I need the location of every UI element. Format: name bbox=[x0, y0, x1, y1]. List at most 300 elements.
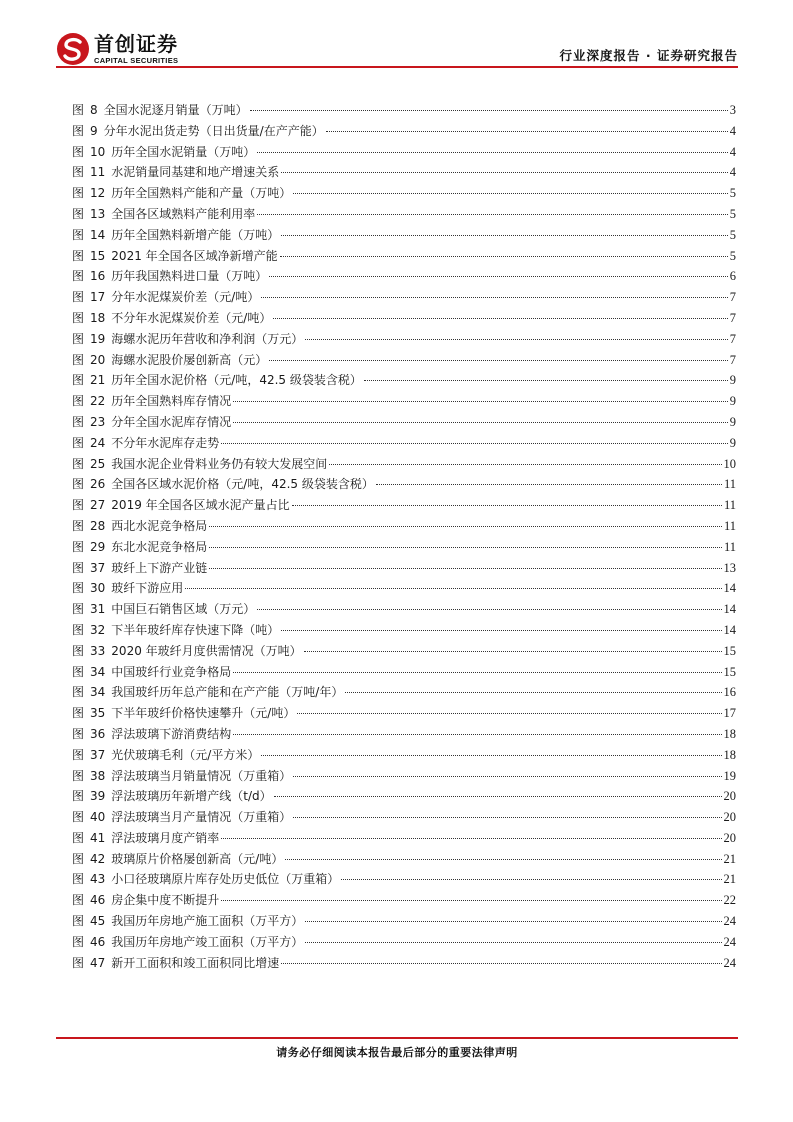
toc-entry-label bbox=[72, 163, 279, 180]
toc-entry-page-number: 14 bbox=[723, 581, 736, 596]
toc-entry-prefix: 图 bbox=[72, 934, 85, 949]
toc-entry-prefix: 图 bbox=[72, 477, 85, 492]
toc-entry-page-number: 21 bbox=[723, 872, 736, 887]
toc-dot-leader bbox=[221, 838, 721, 839]
toc-entry-number: 31 bbox=[90, 602, 106, 617]
toc-entry-number: 10 bbox=[90, 144, 106, 159]
toc-entry[interactable] bbox=[72, 184, 736, 205]
toc-entry[interactable] bbox=[72, 621, 736, 642]
toc-entry-page-number: 7 bbox=[729, 290, 736, 305]
toc-entry-prefix: 图 bbox=[72, 789, 85, 804]
toc-entry-prefix: 图 bbox=[72, 248, 85, 263]
toc-entry-prefix: 图 bbox=[72, 914, 85, 929]
toc-entry-label bbox=[72, 330, 303, 347]
toc-entry-page-number: 10 bbox=[723, 456, 736, 471]
toc-entry-label bbox=[72, 184, 291, 201]
toc-entry-label bbox=[72, 746, 259, 763]
toc-entry-title: 我国历年房地产施工面积（万平方） bbox=[111, 914, 304, 929]
toc-entry-prefix: 图 bbox=[72, 747, 85, 762]
toc-entry[interactable] bbox=[72, 455, 736, 476]
toc-entry-title: 浮法玻璃月度产销率 bbox=[111, 830, 220, 845]
toc-entry-prefix: 图 bbox=[72, 622, 85, 637]
toc-entry-number: 17 bbox=[90, 290, 106, 305]
toc-entry-title: 历年全国熟料库存情况 bbox=[111, 394, 232, 409]
toc-entry-title: 全国各区域熟料产能利用率 bbox=[111, 206, 256, 221]
toc-entry-number: 16 bbox=[90, 269, 106, 284]
toc-entry-label bbox=[72, 912, 303, 929]
toc-entry-number: 22 bbox=[90, 394, 106, 409]
toc-entry[interactable] bbox=[72, 683, 736, 704]
toc-entry[interactable] bbox=[72, 808, 736, 829]
toc-dot-leader bbox=[233, 734, 721, 735]
toc-entry-title: 海螺水泥历年营收和净利润（万元） bbox=[111, 331, 304, 346]
toc-entry-title: 历年全国熟料新增产能（万吨） bbox=[111, 227, 280, 242]
toc-dot-leader bbox=[345, 692, 721, 693]
toc-entry-label bbox=[72, 434, 219, 451]
toc-entry-label bbox=[72, 663, 231, 680]
toc-entry-label bbox=[72, 205, 255, 222]
toc-entry-prefix: 图 bbox=[72, 643, 85, 658]
toc-entry-page-number: 22 bbox=[723, 893, 736, 908]
toc-entry-number: 19 bbox=[90, 331, 106, 346]
toc-entry-label bbox=[72, 392, 231, 409]
toc-entry-page-number: 20 bbox=[723, 830, 736, 845]
toc-entry-label bbox=[72, 870, 339, 887]
toc-entry[interactable] bbox=[72, 538, 736, 559]
page-header bbox=[56, 28, 738, 68]
toc-entry-label bbox=[72, 351, 267, 368]
toc-entry-prefix: 图 bbox=[72, 560, 85, 575]
toc-entry-title: 玻璃原片价格屡创新高（元/吨） bbox=[111, 851, 284, 866]
toc-entry-number: 39 bbox=[90, 789, 106, 804]
toc-entry-label bbox=[72, 559, 207, 576]
toc-dot-leader bbox=[280, 256, 728, 257]
toc-entry-number: 25 bbox=[90, 456, 106, 471]
toc-entry-label bbox=[72, 538, 207, 555]
toc-entry-label bbox=[72, 787, 272, 804]
toc-entry-page-number: 9 bbox=[729, 394, 736, 409]
logo-wordmark bbox=[94, 31, 179, 65]
toc-entry-number: 32 bbox=[90, 622, 106, 637]
toc-entry-page-number: 5 bbox=[729, 227, 736, 242]
toc-entry-title: 浮法玻璃历年新增产线（t/d） bbox=[111, 789, 272, 804]
toc-dot-leader bbox=[209, 568, 721, 569]
toc-entry[interactable] bbox=[72, 205, 736, 226]
toc-entry-prefix: 图 bbox=[72, 498, 85, 513]
toc-entry-page-number: 20 bbox=[723, 810, 736, 825]
toc-entry-prefix: 图 bbox=[72, 227, 85, 242]
toc-entry[interactable] bbox=[72, 850, 736, 871]
toc-entry-prefix: 图 bbox=[72, 331, 85, 346]
toc-entry-page-number: 11 bbox=[723, 518, 736, 533]
header-divider bbox=[56, 66, 738, 68]
toc-entry-label bbox=[72, 475, 374, 492]
toc-entry[interactable] bbox=[72, 226, 736, 247]
toc-dot-leader bbox=[329, 464, 721, 465]
toc-entry-number: 11 bbox=[90, 165, 106, 180]
toc-entry[interactable] bbox=[72, 247, 736, 268]
toc-dot-leader bbox=[297, 713, 721, 714]
toc-entry-page-number: 13 bbox=[723, 560, 736, 575]
toc-entry-number: 12 bbox=[90, 186, 106, 201]
toc-entry-prefix: 图 bbox=[72, 664, 85, 679]
toc-entry-label bbox=[72, 579, 183, 596]
toc-entry-prefix: 图 bbox=[72, 851, 85, 866]
toc-entry-prefix: 图 bbox=[72, 290, 85, 305]
toc-entry-title: 中国玻纤行业竞争格局 bbox=[111, 664, 232, 679]
toc-entry-label bbox=[72, 891, 219, 908]
toc-entry-number: 40 bbox=[90, 810, 106, 825]
toc-entry[interactable] bbox=[72, 122, 736, 143]
toc-entry-page-number: 6 bbox=[729, 269, 736, 284]
toc-entry-page-number: 11 bbox=[723, 498, 736, 513]
toc-entry-title: 分年全国水泥库存情况 bbox=[111, 414, 232, 429]
toc-dot-leader bbox=[305, 339, 727, 340]
toc-entry[interactable] bbox=[72, 912, 736, 933]
toc-dot-leader bbox=[305, 942, 721, 943]
toc-entry-label bbox=[72, 122, 324, 139]
toc-entry-prefix: 图 bbox=[72, 830, 85, 845]
toc-entry[interactable] bbox=[72, 725, 736, 746]
logo-chinese-name: 首创证券 bbox=[94, 31, 178, 56]
toc-entry-number: 46 bbox=[90, 934, 106, 949]
toc-entry-number: 18 bbox=[90, 310, 106, 325]
toc-entry-title: 下半年玻纤价格快速攀升（元/吨） bbox=[111, 706, 296, 721]
toc-entry-title: 西北水泥竞争格局 bbox=[111, 518, 208, 533]
toc-entry-prefix: 图 bbox=[72, 373, 85, 388]
toc-entry-title: 2021 年全国各区域净新增产能 bbox=[111, 248, 278, 263]
toc-dot-leader bbox=[233, 401, 727, 402]
toc-dot-leader bbox=[233, 672, 721, 673]
toc-entry-page-number: 18 bbox=[723, 747, 736, 762]
toc-entry-prefix: 图 bbox=[72, 706, 85, 721]
toc-entry-prefix: 图 bbox=[72, 435, 85, 450]
toc-entry[interactable] bbox=[72, 746, 736, 767]
figure-table-of-contents bbox=[72, 101, 736, 974]
toc-dot-leader bbox=[376, 484, 722, 485]
toc-entry-title: 2019 年全国各区域水泥产量占比 bbox=[111, 498, 290, 513]
toc-entry[interactable] bbox=[72, 642, 736, 663]
toc-entry-prefix: 图 bbox=[72, 103, 85, 117]
toc-dot-leader bbox=[261, 297, 727, 298]
toc-dot-leader bbox=[221, 900, 721, 901]
toc-entry[interactable] bbox=[72, 933, 736, 954]
toc-entry-title: 房企集中度不断提升 bbox=[111, 893, 220, 908]
toc-entry-title: 中国巨石销售区域（万元） bbox=[111, 602, 256, 617]
toc-entry-page-number: 4 bbox=[729, 165, 736, 180]
toc-entry-label bbox=[72, 371, 362, 388]
toc-entry-label bbox=[72, 683, 343, 700]
toc-entry-title: 分年水泥出货走势（日出货量/在产产能） bbox=[103, 123, 324, 138]
toc-entry-page-number: 7 bbox=[729, 310, 736, 325]
toc-entry-number: 34 bbox=[90, 664, 106, 679]
toc-entry[interactable] bbox=[72, 496, 736, 517]
toc-entry[interactable] bbox=[72, 309, 736, 330]
toc-entry-number: 13 bbox=[90, 206, 106, 221]
toc-dot-leader bbox=[281, 630, 721, 631]
toc-dot-leader bbox=[281, 235, 727, 236]
toc-entry-page-number: 18 bbox=[723, 726, 736, 741]
toc-entry-title: 浮法玻璃下游消费结构 bbox=[111, 726, 232, 741]
toc-entry-page-number: 20 bbox=[723, 789, 736, 804]
toc-entry-title: 水泥销量同基建和地产增速关系 bbox=[111, 165, 280, 180]
toc-entry-title: 东北水泥竞争格局 bbox=[111, 539, 208, 554]
toc-entry-label bbox=[72, 808, 291, 825]
toc-entry-prefix: 图 bbox=[72, 206, 85, 221]
toc-dot-leader bbox=[293, 193, 727, 194]
toc-entry-number: 28 bbox=[90, 518, 106, 533]
toc-entry-title: 浮法玻璃当月产量情况（万重箱） bbox=[111, 810, 292, 825]
toc-entry-title: 2020 年玻纤月度供需情况（万吨） bbox=[111, 643, 302, 658]
toc-entry-title: 全国各区域水泥价格（元/吨，42.5 级袋装含税） bbox=[111, 477, 374, 492]
toc-entry-label bbox=[72, 267, 267, 284]
toc-entry-number: 45 bbox=[90, 914, 106, 929]
toc-entry-label bbox=[72, 850, 283, 867]
legal-disclaimer: 请务必仔细阅读本报告最后部分的重要法律声明 bbox=[276, 1046, 518, 1059]
toc-entry-page-number: 5 bbox=[729, 186, 736, 201]
toc-entry-prefix: 图 bbox=[72, 685, 85, 700]
toc-entry-title: 我国水泥企业骨料业务仍有较大发展空间 bbox=[111, 456, 328, 471]
toc-entry-page-number: 21 bbox=[723, 851, 736, 866]
toc-entry-number: 24 bbox=[90, 435, 106, 450]
toc-entry-title: 小口径玻璃原片库存处历史低位（万重箱） bbox=[111, 872, 340, 887]
toc-entry-number: 27 bbox=[90, 498, 106, 513]
toc-entry-label bbox=[72, 704, 295, 721]
toc-entry[interactable] bbox=[72, 663, 736, 684]
toc-entry-title: 分年水泥煤炭价差（元/吨） bbox=[111, 290, 260, 305]
toc-dot-leader bbox=[274, 796, 722, 797]
report-type-label: 行业深度报告 · 证券研究报告 bbox=[559, 48, 738, 63]
toc-entry-number: 42 bbox=[90, 851, 106, 866]
toc-entry-title: 玻纤下游应用 bbox=[111, 581, 184, 596]
toc-entry[interactable] bbox=[72, 891, 736, 912]
toc-entry-number: 29 bbox=[90, 539, 106, 554]
toc-dot-leader bbox=[257, 214, 727, 215]
toc-entry-number: 9 bbox=[90, 123, 98, 138]
toc-entry[interactable] bbox=[72, 600, 736, 621]
toc-dot-leader bbox=[293, 817, 721, 818]
toc-dot-leader bbox=[292, 505, 722, 506]
toc-entry-prefix: 图 bbox=[72, 768, 85, 783]
toc-dot-leader bbox=[293, 776, 721, 777]
toc-entry-title: 历年全国熟料产能和产量（万吨） bbox=[111, 186, 292, 201]
toc-dot-leader bbox=[257, 609, 721, 610]
toc-entry-page-number: 24 bbox=[723, 955, 736, 970]
toc-entry[interactable] bbox=[72, 559, 736, 580]
toc-dot-leader bbox=[257, 152, 727, 153]
toc-dot-leader bbox=[305, 921, 721, 922]
toc-entry-label bbox=[72, 247, 278, 264]
toc-entry-title: 我国历年房地产竣工面积（万平方） bbox=[111, 934, 304, 949]
toc-entry-page-number: 14 bbox=[723, 622, 736, 637]
toc-entry[interactable] bbox=[72, 787, 736, 808]
toc-entry[interactable] bbox=[72, 579, 736, 600]
toc-entry-page-number: 4 bbox=[729, 123, 736, 138]
toc-entry-page-number: 16 bbox=[723, 685, 736, 700]
toc-entry-number: 35 bbox=[90, 706, 106, 721]
toc-dot-leader bbox=[185, 588, 721, 589]
toc-entry-label bbox=[72, 143, 255, 160]
toc-entry-title: 下半年玻纤库存快速下降（吨） bbox=[111, 622, 280, 637]
toc-entry-prefix: 图 bbox=[72, 269, 85, 284]
toc-entry-page-number: 14 bbox=[723, 602, 736, 617]
toc-entry-prefix: 图 bbox=[72, 165, 85, 180]
toc-entry-label bbox=[72, 829, 219, 846]
toc-entry-number: 15 bbox=[90, 248, 106, 263]
toc-entry-page-number: 5 bbox=[729, 248, 736, 263]
toc-dot-leader bbox=[261, 755, 721, 756]
toc-entry-number: 21 bbox=[90, 373, 106, 388]
toc-entry-label bbox=[72, 933, 303, 950]
toc-entry-prefix: 图 bbox=[72, 394, 85, 409]
footer-divider bbox=[56, 1037, 738, 1039]
toc-entry-number: 41 bbox=[90, 830, 106, 845]
toc-entry-label bbox=[72, 101, 248, 118]
toc-entry[interactable] bbox=[72, 392, 736, 413]
toc-entry-title: 全国水泥逐月销量（万吨） bbox=[103, 103, 248, 117]
toc-dot-leader bbox=[209, 547, 722, 548]
toc-entry-page-number: 9 bbox=[729, 435, 736, 450]
toc-entry-page-number: 24 bbox=[723, 934, 736, 949]
toc-dot-leader bbox=[326, 131, 728, 132]
toc-dot-leader bbox=[221, 443, 727, 444]
capital-securities-logo-icon bbox=[56, 32, 90, 66]
toc-entry-number: 26 bbox=[90, 477, 106, 492]
toc-entry-number: 20 bbox=[90, 352, 106, 367]
toc-entry-page-number: 7 bbox=[729, 331, 736, 346]
toc-entry-label bbox=[72, 767, 291, 784]
toc-entry-title: 海螺水泥股价屡创新高（元） bbox=[111, 352, 268, 367]
toc-entry-title: 历年全国水泥价格（元/吨，42.5 级袋装含税） bbox=[111, 373, 362, 388]
toc-entry-prefix: 图 bbox=[72, 456, 85, 471]
toc-entry-page-number: 19 bbox=[723, 768, 736, 783]
toc-entry[interactable] bbox=[72, 351, 736, 372]
toc-entry-prefix: 图 bbox=[72, 352, 85, 367]
toc-entry[interactable] bbox=[72, 870, 736, 891]
toc-entry-page-number: 17 bbox=[723, 706, 736, 721]
toc-entry-page-number: 7 bbox=[729, 352, 736, 367]
toc-entry-number: 46 bbox=[90, 893, 106, 908]
toc-dot-leader bbox=[304, 651, 722, 652]
toc-entry[interactable] bbox=[72, 413, 736, 434]
toc-entry[interactable] bbox=[72, 101, 736, 122]
toc-entry-page-number: 9 bbox=[729, 373, 736, 388]
toc-entry-page-number: 15 bbox=[723, 643, 736, 658]
toc-entry-label bbox=[72, 642, 302, 659]
toc-entry-page-number: 3 bbox=[729, 103, 736, 117]
toc-entry-number: 8 bbox=[90, 103, 98, 117]
toc-entry-title: 不分年水泥煤炭价差（元/吨） bbox=[111, 310, 272, 325]
toc-dot-leader bbox=[250, 110, 728, 111]
toc-entry-number: 43 bbox=[90, 872, 106, 887]
toc-entry-title: 新开工面积和竣工面积同比增速 bbox=[111, 955, 280, 970]
toc-entry[interactable] bbox=[72, 829, 736, 850]
company-logo bbox=[56, 32, 178, 66]
toc-entry-label bbox=[72, 226, 279, 243]
toc-entry-prefix: 图 bbox=[72, 893, 85, 908]
toc-entry-prefix: 图 bbox=[72, 123, 85, 138]
toc-entry-number: 36 bbox=[90, 726, 106, 741]
toc-entry-page-number: 9 bbox=[729, 414, 736, 429]
toc-dot-leader bbox=[209, 526, 722, 527]
toc-entry-number: 14 bbox=[90, 227, 106, 242]
toc-entry-number: 37 bbox=[90, 747, 106, 762]
toc-entry-prefix: 图 bbox=[72, 186, 85, 201]
toc-entry-prefix: 图 bbox=[72, 581, 85, 596]
toc-entry[interactable] bbox=[72, 704, 736, 725]
toc-dot-leader bbox=[269, 276, 727, 277]
toc-entry-title: 玻纤上下游产业链 bbox=[111, 560, 208, 575]
toc-entry-number: 33 bbox=[90, 643, 106, 658]
toc-entry[interactable] bbox=[72, 267, 736, 288]
toc-entry-title: 历年我国熟料进口量（万吨） bbox=[111, 269, 268, 284]
toc-dot-leader bbox=[233, 422, 727, 423]
toc-entry[interactable] bbox=[72, 767, 736, 788]
toc-dot-leader bbox=[364, 380, 728, 381]
toc-entry-page-number: 4 bbox=[729, 144, 736, 159]
toc-entry-label bbox=[72, 413, 231, 430]
toc-entry-number: 34 bbox=[90, 685, 106, 700]
toc-entry[interactable] bbox=[72, 330, 736, 351]
toc-dot-leader bbox=[281, 963, 721, 964]
toc-entry[interactable] bbox=[72, 517, 736, 538]
toc-entry-page-number: 11 bbox=[723, 539, 736, 554]
toc-entry-number: 23 bbox=[90, 414, 106, 429]
toc-entry-title: 不分年水泥库存走势 bbox=[111, 435, 220, 450]
toc-dot-leader bbox=[281, 172, 727, 173]
toc-entry-prefix: 图 bbox=[72, 955, 85, 970]
toc-entry-page-number: 5 bbox=[729, 206, 736, 221]
toc-dot-leader bbox=[269, 360, 727, 361]
toc-entry-title: 光伏玻璃毛利（元/平方米） bbox=[111, 747, 260, 762]
toc-entry-number: 38 bbox=[90, 768, 106, 783]
toc-entry-number: 47 bbox=[90, 955, 106, 970]
toc-entry-title: 我国玻纤历年总产能和在产产能（万吨/年） bbox=[111, 685, 344, 700]
toc-entry-prefix: 图 bbox=[72, 310, 85, 325]
toc-entry-label bbox=[72, 725, 231, 742]
toc-dot-leader bbox=[285, 859, 721, 860]
logo-english-name: CAPITAL SECURITIES bbox=[94, 55, 179, 65]
toc-entry[interactable] bbox=[72, 143, 736, 164]
toc-entry-label bbox=[72, 621, 279, 638]
toc-entry[interactable] bbox=[72, 434, 736, 455]
toc-dot-leader bbox=[273, 318, 727, 319]
toc-entry-label bbox=[72, 517, 207, 534]
toc-entry-label bbox=[72, 600, 255, 617]
toc-entry-prefix: 图 bbox=[72, 539, 85, 554]
toc-entry-title: 历年全国水泥销量（万吨） bbox=[111, 144, 256, 159]
toc-entry-prefix: 图 bbox=[72, 144, 85, 159]
toc-entry-label bbox=[72, 496, 290, 513]
toc-entry-number: 37 bbox=[90, 560, 106, 575]
toc-entry[interactable] bbox=[72, 475, 736, 496]
toc-entry[interactable] bbox=[72, 371, 736, 392]
toc-entry[interactable] bbox=[72, 163, 736, 184]
toc-entry-prefix: 图 bbox=[72, 810, 85, 825]
toc-entry-prefix: 图 bbox=[72, 602, 85, 617]
toc-entry-page-number: 15 bbox=[723, 664, 736, 679]
toc-entry-label bbox=[72, 954, 279, 971]
toc-entry-prefix: 图 bbox=[72, 726, 85, 741]
toc-entry-number: 30 bbox=[90, 581, 106, 596]
toc-entry[interactable] bbox=[72, 954, 736, 975]
toc-entry-prefix: 图 bbox=[72, 414, 85, 429]
toc-entry[interactable] bbox=[72, 288, 736, 309]
toc-entry-title: 浮法玻璃当月销量情况（万重箱） bbox=[111, 768, 292, 783]
toc-entry-page-number: 24 bbox=[723, 914, 736, 929]
toc-entry-prefix: 图 bbox=[72, 518, 85, 533]
toc-entry-label bbox=[72, 288, 259, 305]
